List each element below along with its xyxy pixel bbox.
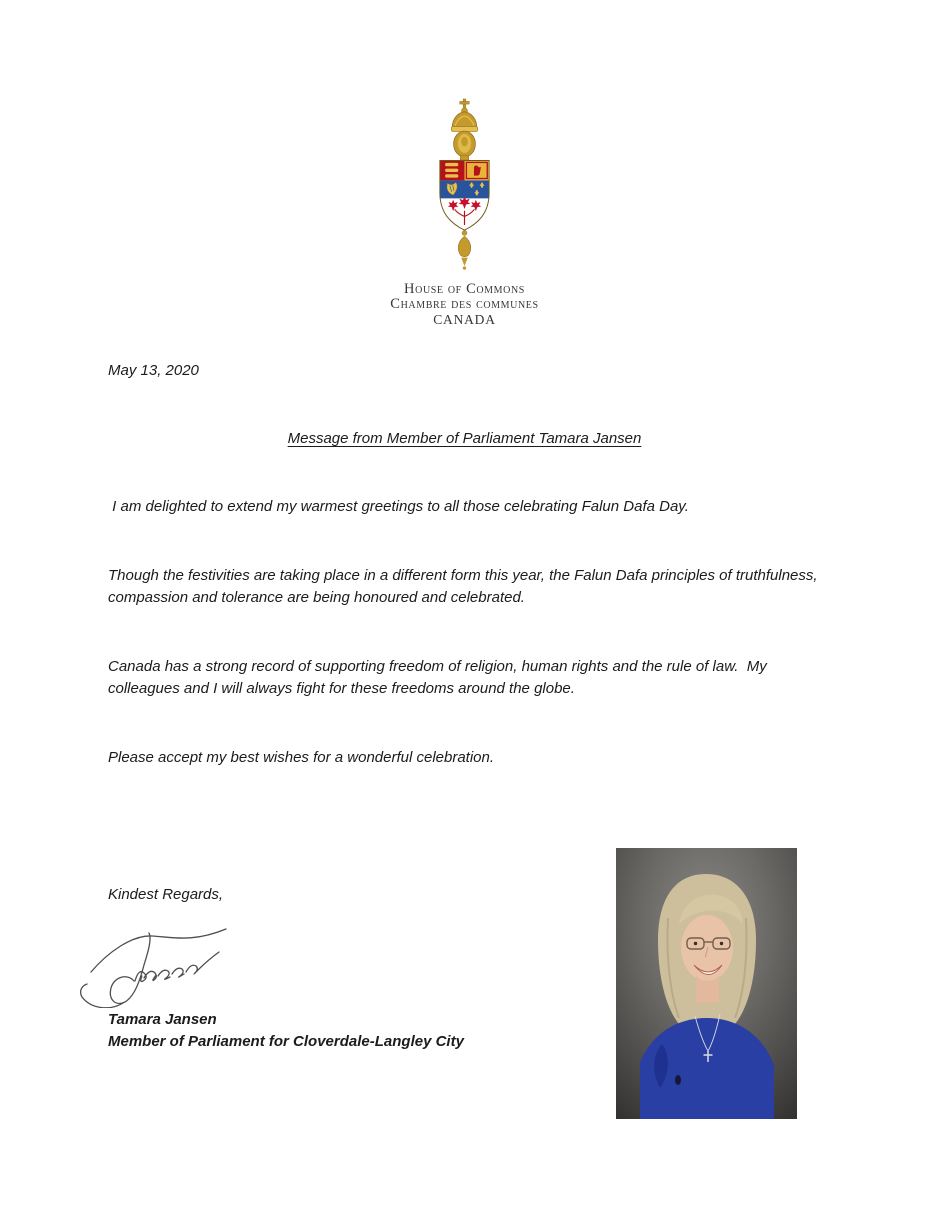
portrait-of-tamara-jansen-icon [616, 848, 797, 1119]
letter-closing: Kindest Regards, [108, 886, 224, 903]
letterhead-org-en: House of Commons [404, 281, 525, 297]
paragraph-festivities: Though the festivities are taking place in a different form this year, the Falun Dafa principles of truthfulness, compassion and tolerance are being honoured and celebrated. [108, 567, 822, 606]
letterhead [0, 98, 929, 327]
signer-name: Tamara Jansen [108, 1011, 217, 1028]
signature [78, 912, 230, 1013]
signer-block [108, 1009, 464, 1053]
house-of-commons-crest-icon [417, 98, 512, 278]
portrait-photo [616, 848, 797, 1119]
signer-title: Member of Parliament for Cloverdale-Langley City [108, 1033, 464, 1050]
paragraph-best-wishes: Please accept my best wishes for a wonderful celebration. [108, 749, 495, 766]
letter-title: Message from Member of Parliament Tamara Jansen [287, 430, 642, 447]
paragraph-greeting: I am delighted to extend my warmest greetings to all those celebrating Falun Dafa Day. [108, 498, 689, 515]
letter-date: May 13, 2020 [108, 362, 199, 379]
letterhead-country: CANADA [433, 312, 496, 327]
letter-title-row [0, 428, 929, 450]
paragraph-canada-record: Canada has a strong record of supporting freedom of religion, human rights and the rule of law. My colleagues and I will always fight for these freedoms around the globe. [108, 658, 771, 697]
jansen-signature-icon [78, 912, 230, 1008]
letterhead-org-fr: Chambre des communes [390, 296, 539, 312]
